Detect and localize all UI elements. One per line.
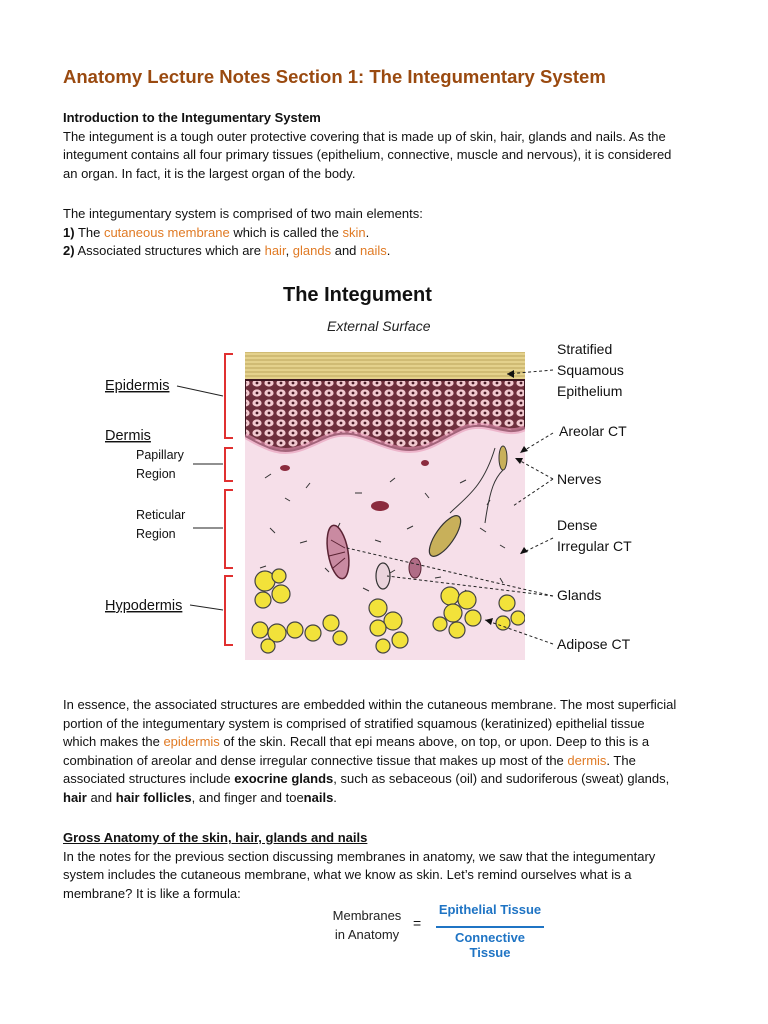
elements-section [63,205,707,261]
integument-figure [95,278,685,668]
intro-line-2: integument contains all four primary tissues (epithelium, connective, muscle and nervous), it is considered [63,147,672,162]
label-reticular-1: Reticular [136,508,186,522]
elements-item-1: 1) The cutaneous membrane which is called the skin. [63,224,370,240]
membrane-formula [322,900,562,960]
formula-equals: = [413,915,422,931]
layer-brackets [225,354,233,645]
left-leader-lines [177,386,223,610]
label-adipose: Adipose CT [557,636,631,652]
label-areolar: Areolar CT [559,423,627,439]
label-dermis: Dermis [105,428,151,444]
intro-section [63,109,707,183]
label-stratified-2: Squamous [557,362,624,378]
label-reticular-2: Region [136,527,176,541]
page-title: Anatomy Lecture Notes Section 1: The Integumentary System [63,66,606,87]
label-papillary-2: Region [136,467,176,481]
intro-line-1: The integument is a tough outer protective covering that is made up of skin, hair, glands and nails. As the [63,128,666,144]
label-epidermis: Epidermis [105,378,170,394]
formula-denominator: Connective Tissue [454,930,526,960]
label-papillary-1: Papillary [136,448,184,462]
gross-line-2: system includes the cutaneous membrane, what we know as skin. Let’s remind ourselves what is a [63,867,632,882]
label-glands: Glands [557,587,602,603]
label-stratified-3: Epithelium [557,383,623,399]
formula-numerator: Epithelial Tissue [438,902,542,917]
intro-line-3: an organ. In fact, it is the largest organ of the body. [63,165,356,181]
formula-lhs: Membranes in Anatomy [332,908,402,942]
intro-heading: Introduction to the Integumentary System [63,110,321,125]
essence-paragraph: In essence, the associated structures are embedded within the cutaneous membrane. The most superficial portion of the integumentary system is comprised of stratified squamous (keratinized) epithelial tissue which makes the epidermis of the skin. Recall that epi means above, on top, or upon. Deep to this is a combination of areolar and dense irregular connective tissue that makes up most of the dermis. The associated structures include exocrine glands, such as sebaceous (oil) and sudoriferous (sweat) glands, hair and hair follicles, and finger and toenails. [63,697,677,805]
label-dense-1: Dense [557,517,598,533]
label-nerves: Nerves [557,471,602,487]
gross-anatomy-section [63,829,707,903]
label-stratified-1: Stratified [557,341,613,357]
figure-subtitle: External Surface [327,318,431,334]
gross-line-3: membrane? It is like a formula: [63,885,241,901]
label-dense-2: Irregular CT [557,538,632,554]
figure-title: The Integument [283,284,432,306]
gross-line-1: In the notes for the previous section discussing membranes in anatomy, we saw that the integumentary [63,848,656,864]
formula-fraction-bar [436,926,544,928]
label-hypodermis: Hypodermis [105,598,183,614]
elements-intro: The integumentary system is comprised of two main elements: [63,206,423,221]
elements-item-2: 2) Associated structures which are hair, glands and nails. [63,243,391,258]
skin-section-drawing [245,352,525,660]
gross-heading: Gross Anatomy of the skin, hair, glands and nails [63,830,368,845]
